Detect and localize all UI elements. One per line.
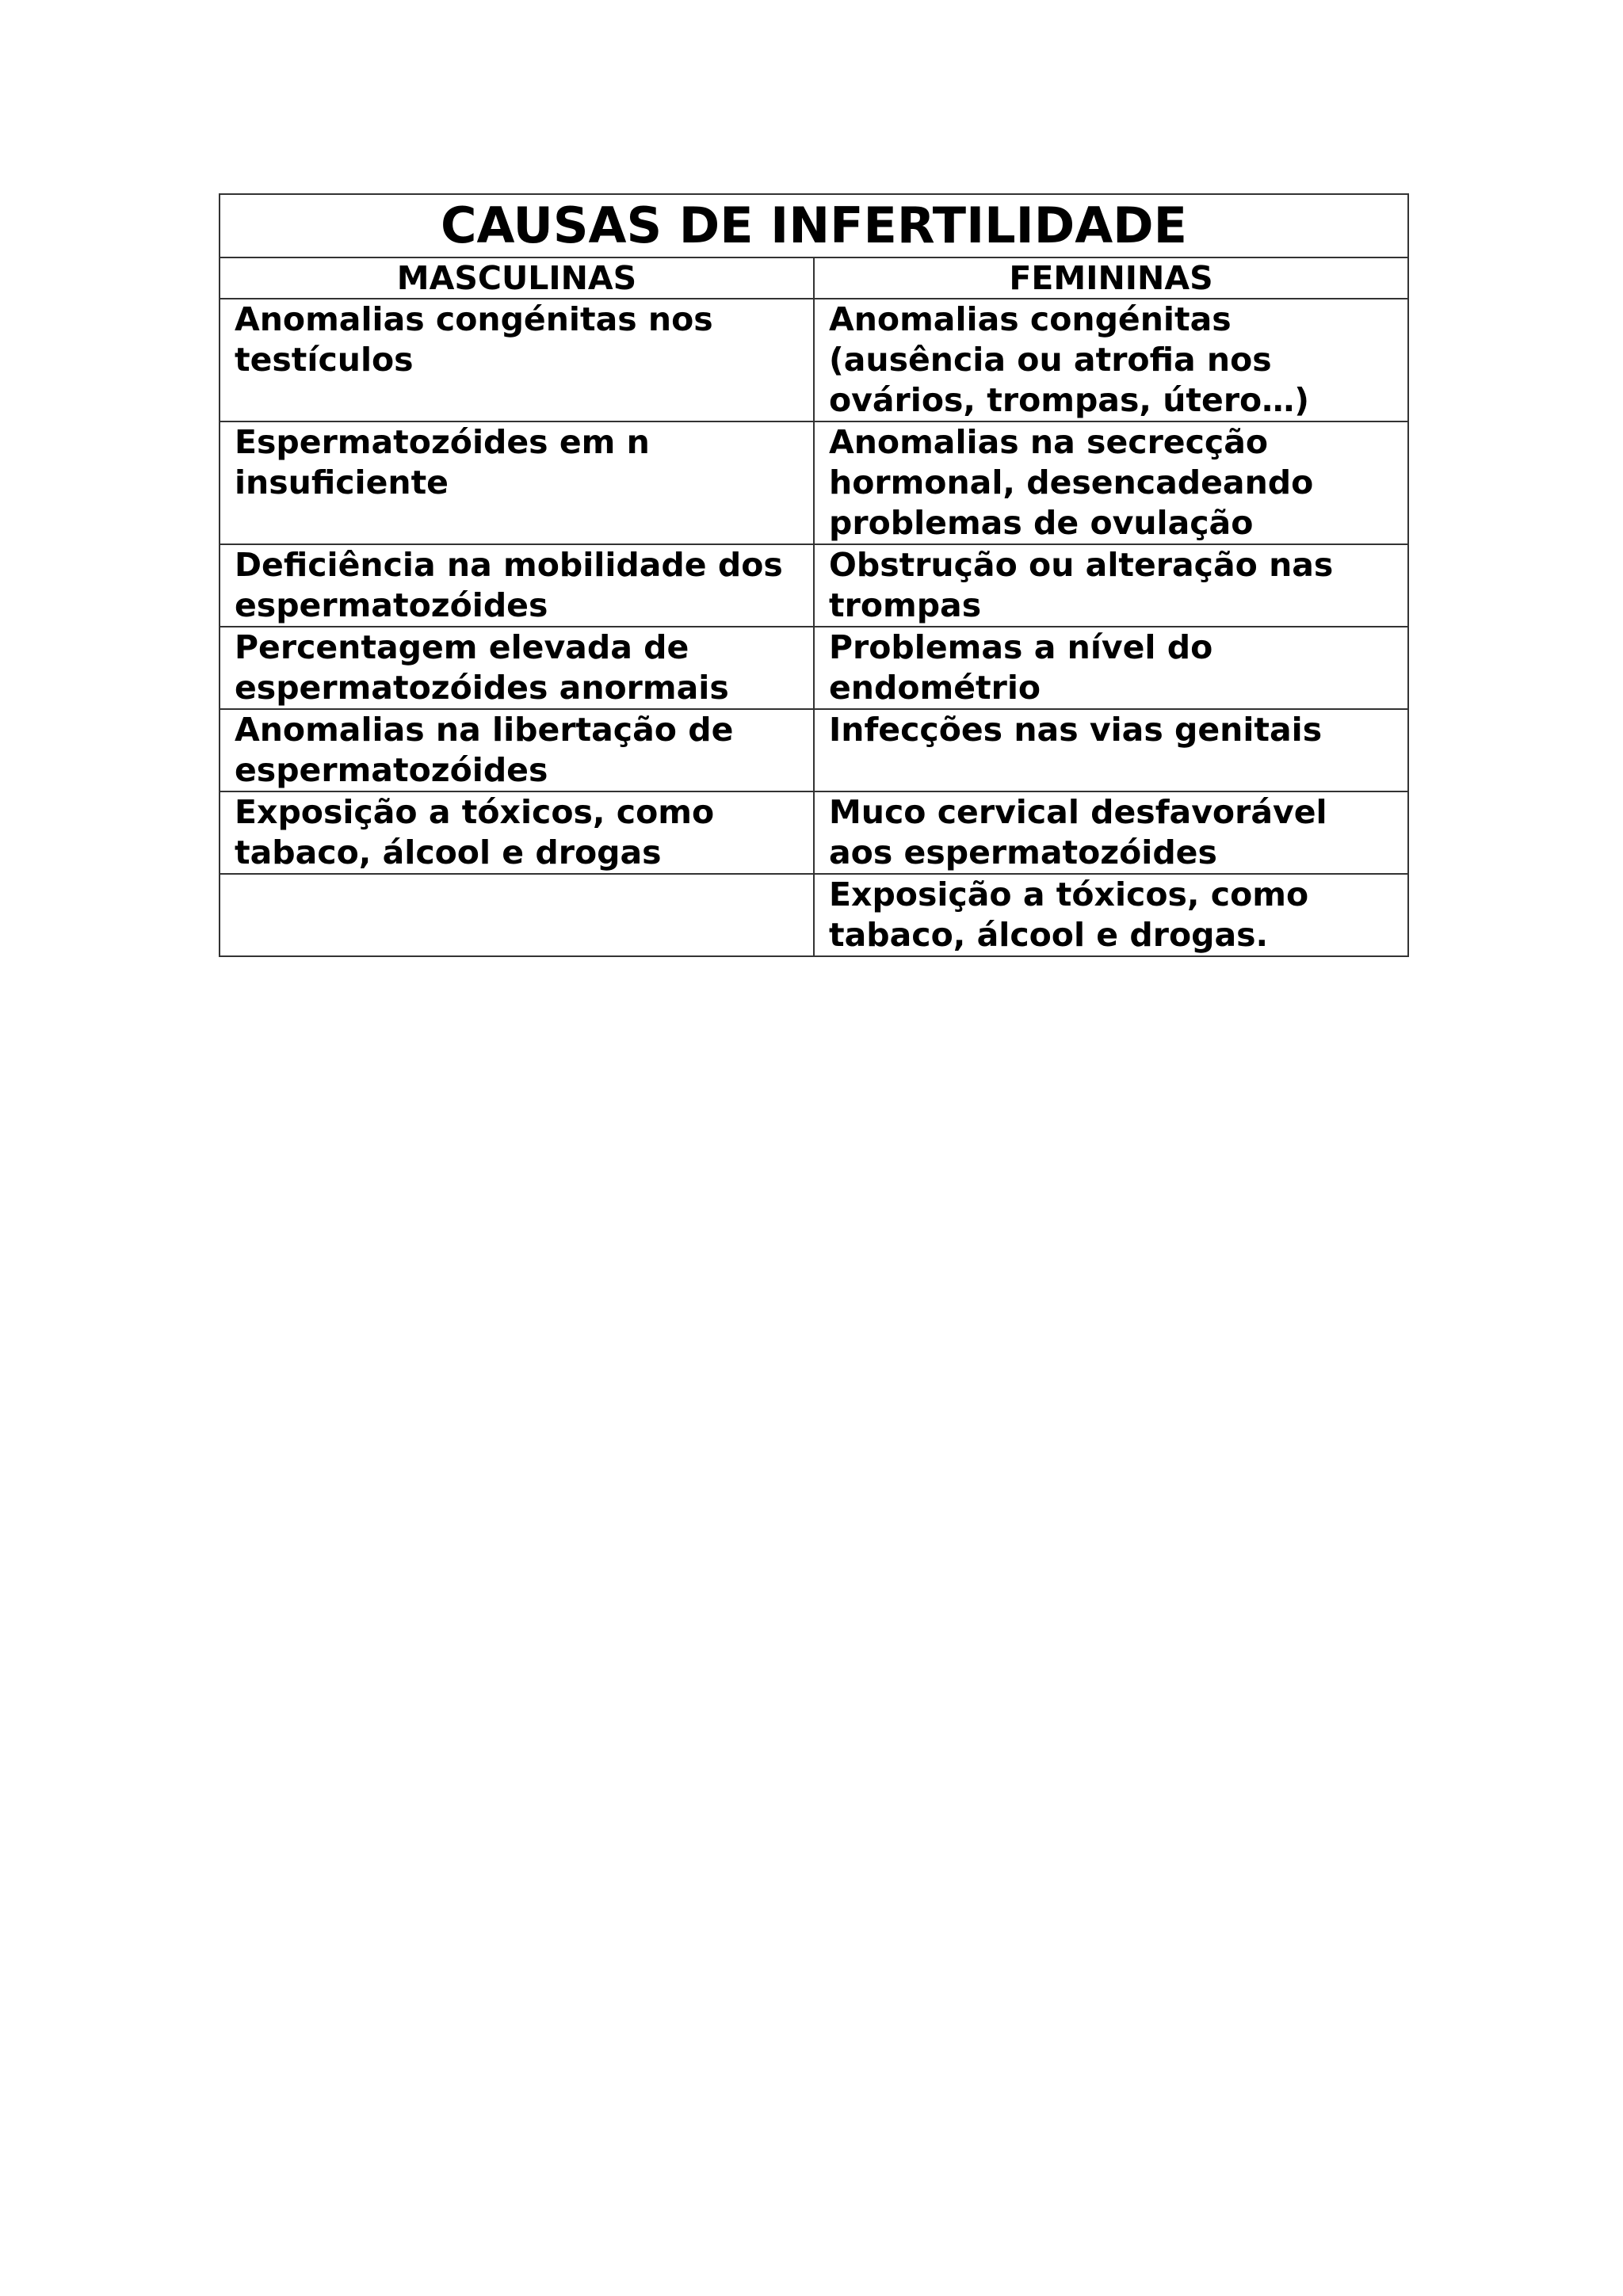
- female-cause-cell: Muco cervical desfavorável aos espermatozóides: [814, 791, 1408, 874]
- table-row: [220, 874, 1408, 956]
- male-cause-cell: Percentagem elevada de espermatozóides anormais: [220, 627, 814, 709]
- table-header-row: [220, 257, 1408, 299]
- table-row: [220, 627, 1408, 709]
- table-row: [220, 299, 1408, 421]
- female-cause-cell: Anomalias congénitas (ausência ou atrofia nos ovários, trompas, útero…): [814, 299, 1408, 421]
- column-header-male: MASCULINAS: [220, 257, 814, 299]
- male-cause-cell: Exposição a tóxicos, como tabaco, álcool e drogas: [220, 791, 814, 874]
- table-title-row: [220, 194, 1408, 257]
- table-row: [220, 791, 1408, 874]
- infertility-causes-table: [219, 193, 1409, 957]
- male-cause-cell: Deficiência na mobilidade dos espermatozóides: [220, 544, 814, 627]
- table-row: [220, 421, 1408, 544]
- female-cause-cell: Problemas a nível do endométrio: [814, 627, 1408, 709]
- female-cause-cell: Anomalias na secrecção hormonal, desencadeando problemas de ovulação: [814, 421, 1408, 544]
- male-cause-cell: Anomalias congénitas nos testículos: [220, 299, 814, 421]
- female-cause-cell: Obstrução ou alteração nas trompas: [814, 544, 1408, 627]
- column-header-female: FEMININAS: [814, 257, 1408, 299]
- male-cause-cell: Espermatozóides em n insuficiente: [220, 421, 814, 544]
- male-cause-cell: [220, 874, 814, 956]
- table-title: CAUSAS DE INFERTILIDADE: [220, 194, 1408, 257]
- female-cause-cell: Exposição a tóxicos, como tabaco, álcool e drogas.: [814, 874, 1408, 956]
- male-cause-cell: Anomalias na libertação de espermatozóides: [220, 709, 814, 791]
- table-row: [220, 544, 1408, 627]
- female-cause-cell: Infecções nas vias genitais: [814, 709, 1408, 791]
- table-row: [220, 709, 1408, 791]
